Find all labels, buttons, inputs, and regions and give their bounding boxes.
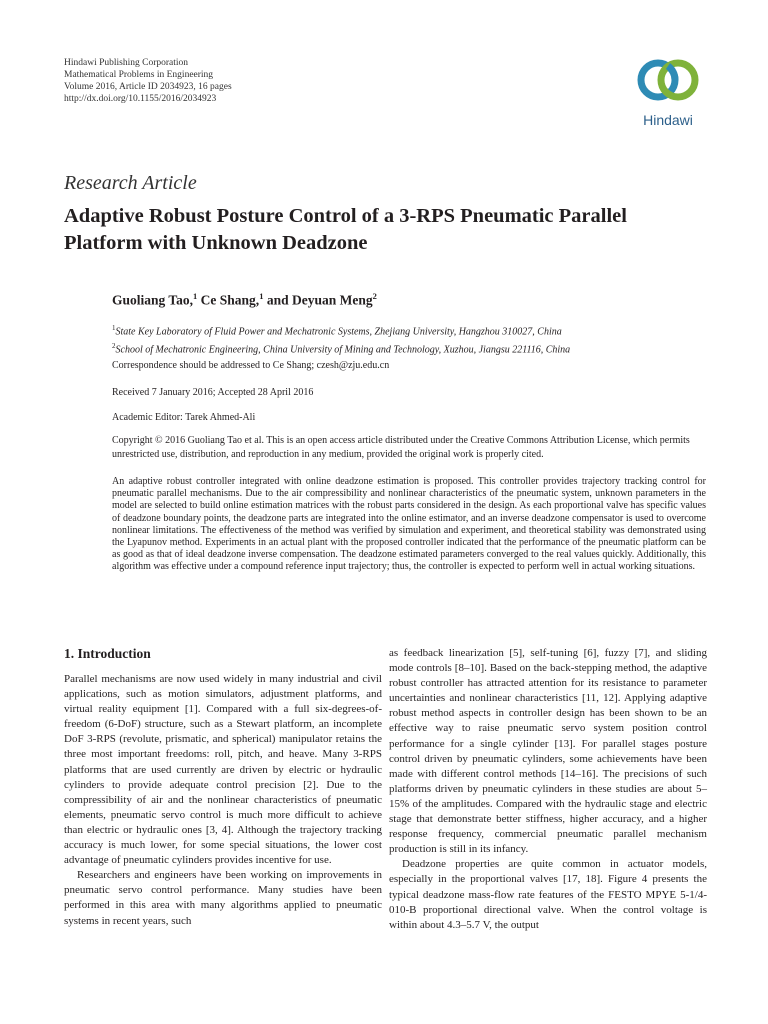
received-accepted-dates: Received 7 January 2016; Accepted 28 April 2016 (112, 387, 314, 398)
author-affiliation-mark: 1 (193, 291, 198, 301)
affiliation-line (112, 321, 722, 339)
affiliation-mark: 1 (112, 324, 116, 332)
body-paragraph: Parallel mechanisms are now used widely in many industrial and civil applications, such as motion simulators, adjustment platforms, and virtual reality equipment [1]. Compared with a full six-degrees-of-freedom (6-DoF) structure, such as a Stewart platform, an incomplete DoF 3-RPS (revolute, prismatic, and spherical) manipulator retains the three most important freedoms: roll, pitch, and heave. Many 3-RPS platforms that are used currently are driven by electric or hydraulic cylinders to provide adequate control precision [2]. Due to the compressibility of air and the nonlinear characteristics of pneumatic elements, pneumatic servo control is much more difficult to achieve than electric or hydraulic ones [3, 4]. Although the trajectory tracking accuracy is much lower, for some special situations, the lower cost advantage of pneumatic cylinders provides incentive for use. (64, 673, 382, 867)
hindawi-logo (626, 54, 710, 134)
affiliation-text: State Key Laboratory of Fluid Power and Mechatronic Systems, Zhejiang University, Hangzhou 310027, China (115, 326, 562, 338)
body-paragraph: Deadzone properties are quite common in actuator models, especially in the proportional valves [17, 18]. Figure 4 presents the typical deadzone mass-flow rate features of the FESTO MPYE 5-1/4-010-B proportional directional valve. When the control voltage is within about 4.3–5.7 V, the output (389, 858, 707, 931)
copyright-notice: Copyright © 2016 Guoliang Tao et al. This is an open access article distributed under the Creative Commons Attribution License, which permits unrestricted use, distribution, and reproduction in any medium, provided the original work is properly cited. (112, 435, 690, 460)
body-paragraph: Researchers and engineers have been working on improvements in pneumatic servo control performance. Many studies have been performed in this area with many algorithms applied to pneumatic systems in recent years, such (64, 869, 382, 927)
author-list (112, 291, 377, 309)
body-column-right (389, 646, 707, 933)
body-paragraph: as feedback linearization [5], self-tuning [6], fuzzy [7], and sliding mode controls [8–10]. Based on the back-stepping method, the adaptive robust controller has attracted attention for its resistance to parameter uncertainties and nonlinear characteristics [11, 12]. Applying adaptive robust method aspects in controller design has been shown to be an effective way to raise pneumatic servo system position control performance for a single cylinder [13]. For parallel stages posture control driven by pneumatic cylinders, some achievements have been made with different control methods [14–16]. The precisions of such platforms driven by pneumatic cylinders in these studies are about 5–15% of the amplitudes. Compared with the hydraulic stage and electric stage that demonstrate better stiffness, higher accuracy, and a higher response frequency, commercial pneumatic parallel mechanism production is still in its infancy. (389, 647, 707, 856)
affiliation-mark: 2 (112, 342, 116, 351)
author-name: Guoliang Tao, (112, 292, 194, 308)
affiliations (112, 321, 722, 358)
volume-info: Volume 2016, Article ID 2034923, 16 pages (64, 82, 232, 92)
author-affiliation-mark: 1 (259, 291, 264, 301)
body-column-left (64, 646, 382, 929)
author-name: and Deyuan Meng (263, 292, 373, 308)
publisher-name: Hindawi Publishing Corporation (64, 58, 189, 68)
article-title: Adaptive Robust Posture Control of a 3-RPS Pneumatic Parallel Platform with Unknown Deadzone (64, 205, 627, 254)
abstract: An adaptive robust controller integrated with online deadzone estimation is proposed. This controller provides trajectory tracking control for pneumatic parallel mechanisms. Due to the air compressibility and nonlinear characteristics of the pneumatic system, unknown parameters in the model are selected to build online estimation matrices with the robust parts considered in the design. As each proportional valve has specific values of deadzone boundary points, the deadzone parts are integrated into the online estimator, and an inverse deadzone compensator is used to overcome nonlinear limitations. The effectiveness of the method was verified by simulation and experiment, and theoretical stability was demonstrated using the Lyapunov method. Experiments in an actual plant with the proposed controller indicated that the performance of the pneumatic platform can be as good as that of ideal deadzone inverse compensation. The deadzone estimated parameters converged to the real values quickly. Additionally, this algorithm was effective under a compound reference input trajectory; thus, the controller is expected to perform well in actual working situations. (112, 476, 706, 573)
author-name: Ce Shang, (197, 292, 260, 308)
academic-editor: Academic Editor: Tarek Ahmed-Ali (112, 412, 256, 423)
journal-info (64, 57, 232, 105)
author-affiliation-mark: 2 (372, 291, 377, 301)
hindawi-logo-text: Hindawi (643, 112, 693, 128)
hindawi-rings-icon (626, 54, 710, 112)
correspondence: Correspondence should be addressed to Ce Shang; czesh@zju.edu.cn (112, 360, 390, 371)
journal-name: Mathematical Problems in Engineering (64, 70, 214, 80)
affiliation-line (112, 339, 722, 357)
affiliation-text: School of Mechatronic Engineering, China University of Mining and Technology, Xuzhou, Jiangsu 221116, China (115, 344, 571, 356)
section-heading: 1. Introduction (64, 646, 151, 661)
doi-link[interactable]: http://dx.doi.org/10.1155/2016/2034923 (64, 94, 217, 104)
article-type: Research Article (64, 172, 197, 194)
